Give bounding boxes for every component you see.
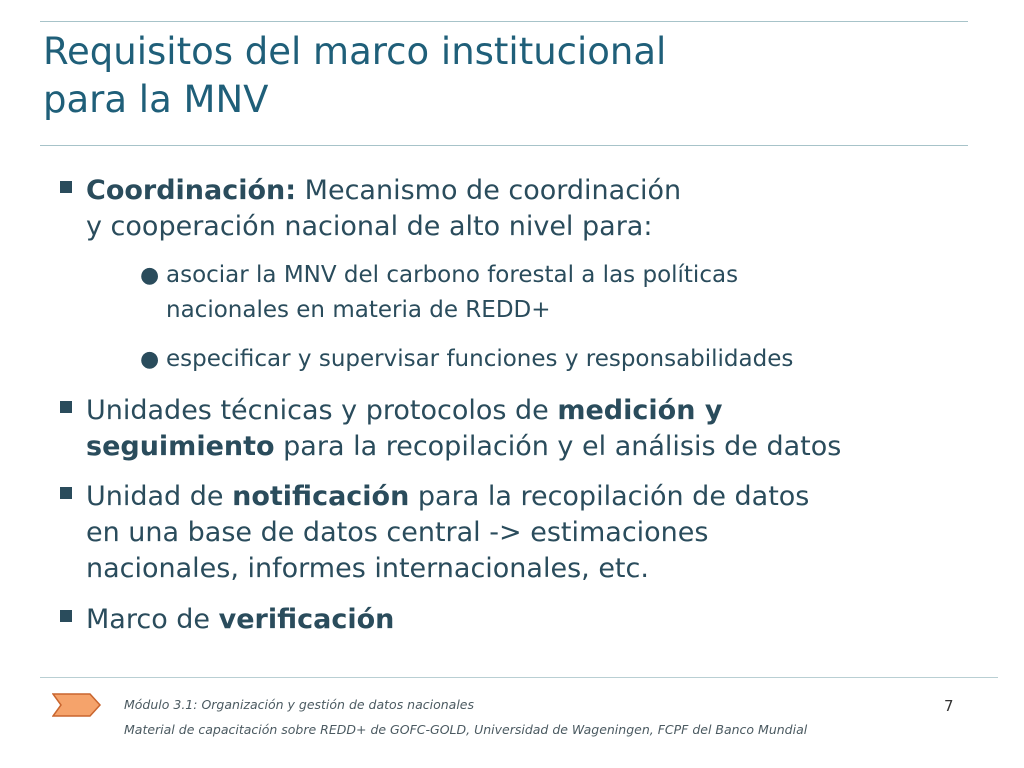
bullet-text: Mecanismo de coordinación [296,175,682,206]
bullet-text-line3: nacionales, informes internacionales, etc. [86,553,649,584]
bullet-bold: Coordinación: [86,175,297,206]
slide-title [43,28,943,124]
bullet-text-line2: y cooperación nacional de alto nivel para: [86,211,653,242]
bullet-bold: notificación [232,481,410,512]
subbullet-text-line1: especificar y supervisar funciones y responsabilidades [166,346,794,372]
footer-material: Material de capacitación sobre REDD+ de GOFC-GOLD, Universidad de Wageningen, FCPF del Banco Mundial [124,722,808,737]
bullet-bold: seguimiento [86,431,275,462]
footer-module: Módulo 3.1: Organización y gestión de datos nacionales [124,697,475,712]
bullet-text: para la recopilación de datos [409,481,810,512]
bullet-text: para la recopilación y el análisis de datos [274,431,842,462]
subbullet-asociar [56,258,996,328]
bullet-bold: medición y [557,395,723,426]
chevron-arrow-icon [52,693,102,717]
top-rule [40,21,968,22]
square-bullet-icon [60,401,72,413]
bullet-text: Unidades técnicas y protocolos de [86,395,558,426]
footer-rule [40,677,998,678]
title-line-2: para la MNV [43,78,269,121]
square-bullet-icon [60,181,72,193]
bullet-unidades-tecnicas [56,393,996,465]
slide-body [56,173,996,638]
bullet-text-line2: en una base de datos central -> estimaciones [86,517,709,548]
bullet-verificacion [56,602,996,638]
title-line-1: Requisitos del marco institucional [43,30,667,73]
bullet-text: Unidad de [86,481,233,512]
subbullet-especificar [56,342,996,377]
bullet-text: Marco de [86,604,219,635]
square-bullet-icon [60,487,72,499]
square-bullet-icon [60,610,72,622]
round-bullet-icon: ● [140,263,160,288]
bullet-notificacion [56,479,996,587]
subbullet-text-line2: nacionales en materia de REDD+ [166,297,551,323]
title-rule [40,145,968,146]
bullet-bold: verificación [218,604,395,635]
bullet-coordinacion [56,173,996,245]
subbullet-text-line1: asociar la MNV del carbono forestal a las políticas [166,262,739,288]
round-bullet-icon: ● [140,347,160,372]
page-number: 7 [944,697,954,715]
